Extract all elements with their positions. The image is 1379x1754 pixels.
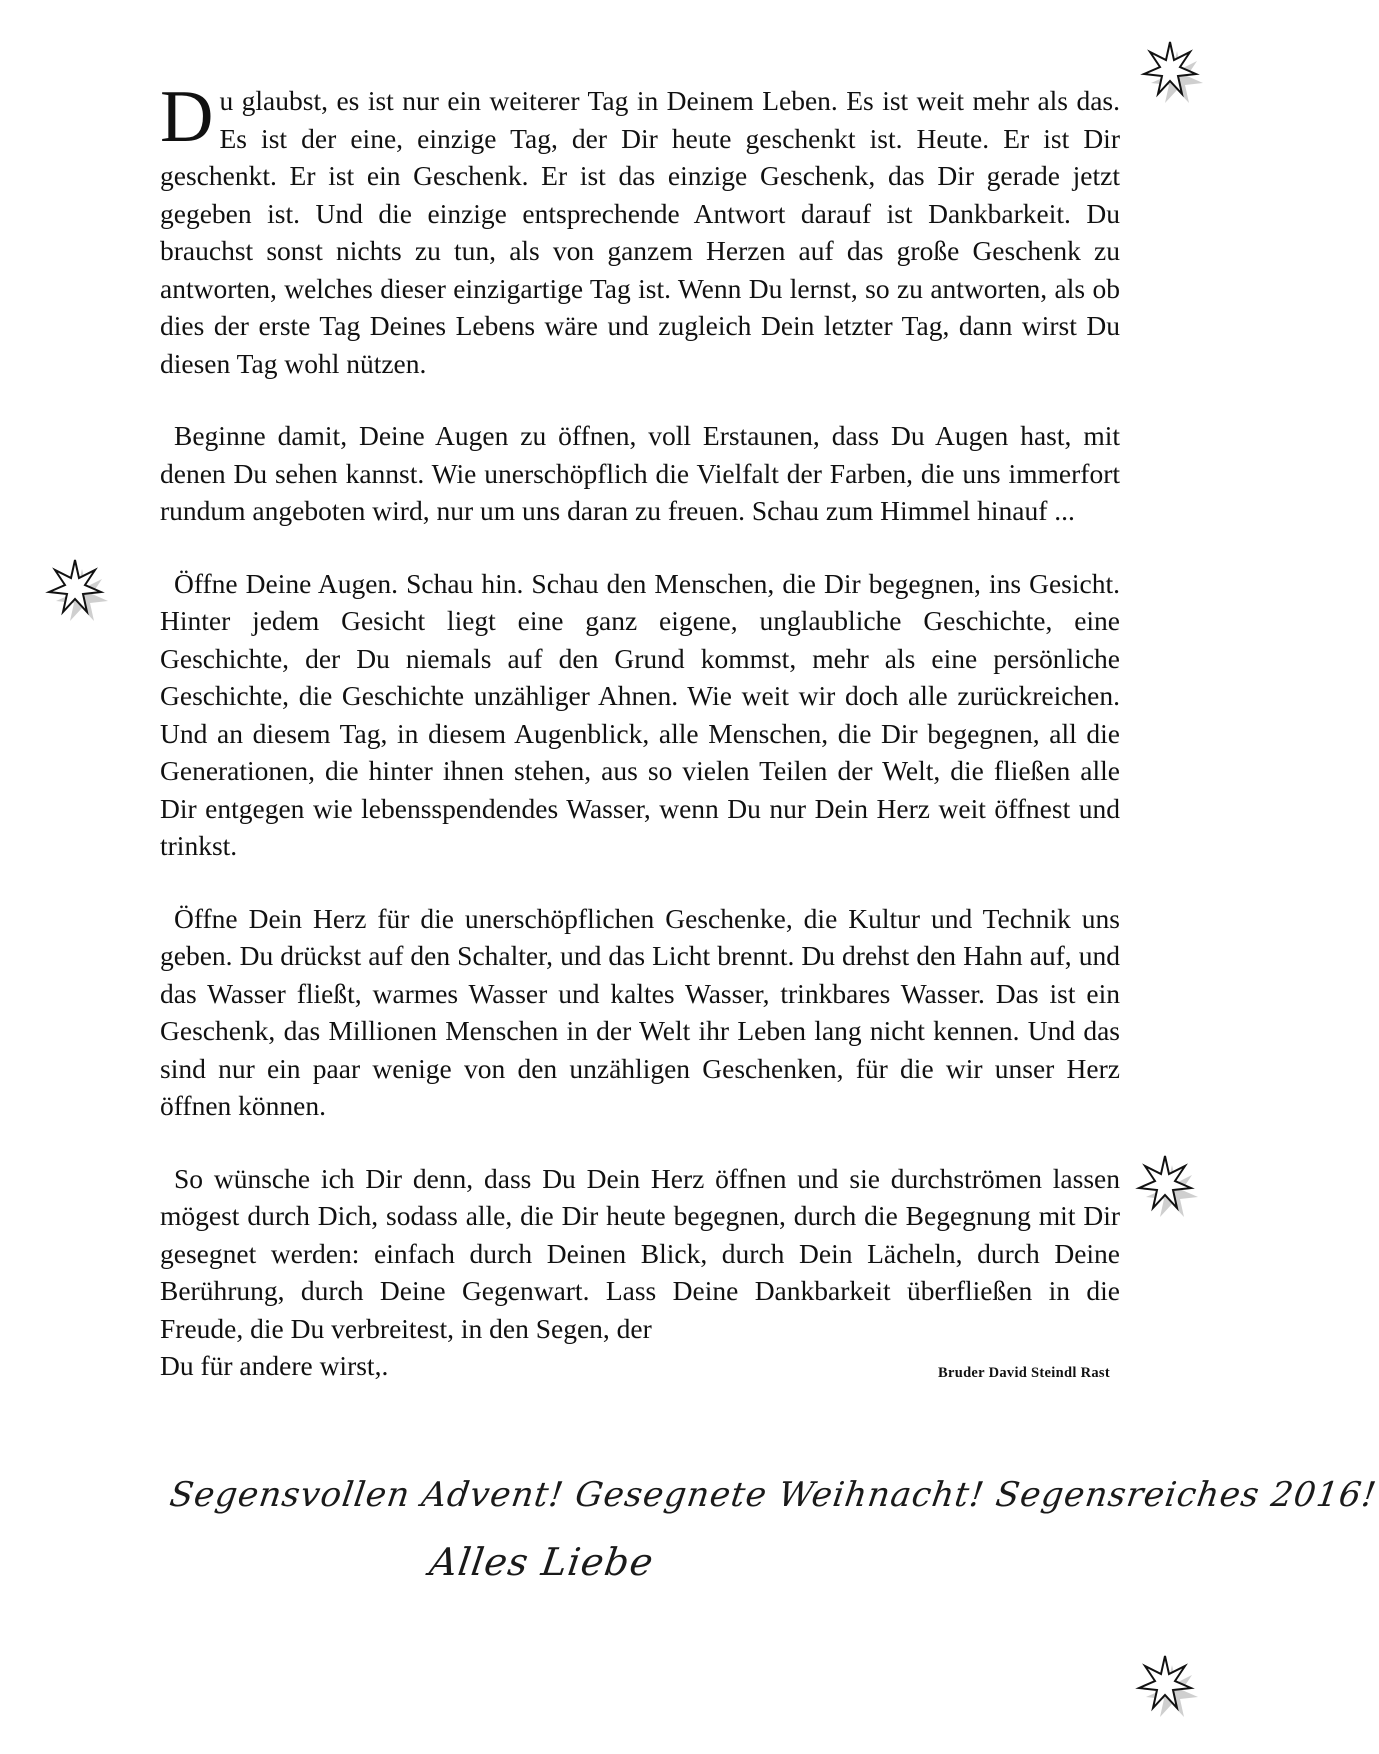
author-signature: Bruder David Steindl Rast <box>938 1364 1110 1381</box>
paragraph-4: Öffne Dein Herz für die unerschöpflichen Geschenke, die Kultur und Technik uns geben. Du drückst auf den Schalter, und das Licht brennt. Du drehst den Hahn auf, und das Wasser fließt, warmes Wasser und kaltes Wasser, trinkbares Wasser. Das ist ein Geschenk, das Millionen Menschen in der Welt ihr Leben lang nicht kennen. Und das sind nur ein paar wenige von den unzähligen Geschenken, für die wir unser Herz öffnen können. <box>160 902 1120 1121</box>
paragraph-5 <box>160 1160 1120 1348</box>
drop-cap: D <box>160 76 214 158</box>
letter-body <box>160 76 1120 1385</box>
paragraph-3: Öffne Deine Augen. Schau hin. Schau den Menschen, die Dir begegnen, ins Gesicht. Hinter jedem Gesicht liegt eine ganz eigene, unglaubliche Geschichte, eine Geschichte, der Du niemals auf den Grund kommst, mehr als eine persönliche Geschichte, die Geschichte unzähliger Ahnen. Wie weit wir doch alle zurückreichen. Und an diesem Tag, in diesem Augenblick, alle Menschen, die Dir begegnen, all die Generationen, die hinter ihnen stehen, aus so vielen Teilen der Welt, die fließen alle Dir entgegen wie lebensspendendes Wasser, wenn Du nur Dein Herz weit öffnest und trinkst. <box>160 567 1120 861</box>
star-icon <box>1130 1152 1200 1222</box>
paragraph-1 <box>160 76 1120 382</box>
final-line <box>160 1347 1120 1385</box>
star-icon <box>1135 38 1205 108</box>
star-icon <box>1130 1652 1200 1722</box>
paragraph-1-text: u glaubst, es ist nur ein weiterer Tag in Deinem Leben. Es ist weit mehr als das. Es ist der eine, einzige Tag, der Dir heute geschenkt ist. Heute. Er ist Dir geschenkt. Er ist ein Geschenk. Er ist das einzige Geschenk, das Dir gerade jetzt gegeben ist. Und die einzige entsprechende Antwort darauf ist Dankbarkeit. Du brauchst sonst nichts zu tun, als von ganzem Herzen auf das große Geschenk zu antworten, welches dieser einzigartige Tag ist. Wenn Du lernst, so zu antworten, als ob dies der erste Tag Deines Lebens wäre und zugleich Dein letzter Tag, dann wirst Du diesen Tag wohl nützen. <box>160 85 1120 379</box>
paragraph-2: Beginne damit, Deine Augen zu öffnen, voll Erstaunen, dass Du Augen hast, mit denen Du sehen kannst. Wie unerschöpflich die Vielfalt der Farben, die uns immerfort rundum angeboten wird, nur um uns daran zu freuen. Schau zum Himmel hinauf ... <box>160 420 1120 526</box>
greeting-line: Segensvollen Advent! Gesegnete Weihnacht! Segensreiches 2016! <box>167 1475 1379 1515</box>
paragraph-5-last-line: Du für andere wirst,. <box>160 1350 389 1381</box>
paragraph-5-text: So wünsche ich Dir denn, dass Du Dein Herz öffnen und sie durchströmen lassen mögest durch Dich, sodass alle, die Dir heute begegnen, durch die Begegnung mit Dir gesegnet werden: einfach durch Deinen Blick, durch Dein Lächeln, durch Deine Berührung, durch Deine Gegenwart. Lass Deine Dankbarkeit überfließen in die Freude, die Du verbreitest, in den Segen, der <box>160 1162 1120 1344</box>
star-icon <box>40 556 110 626</box>
closing-line: Alles Liebe <box>426 1540 657 1584</box>
